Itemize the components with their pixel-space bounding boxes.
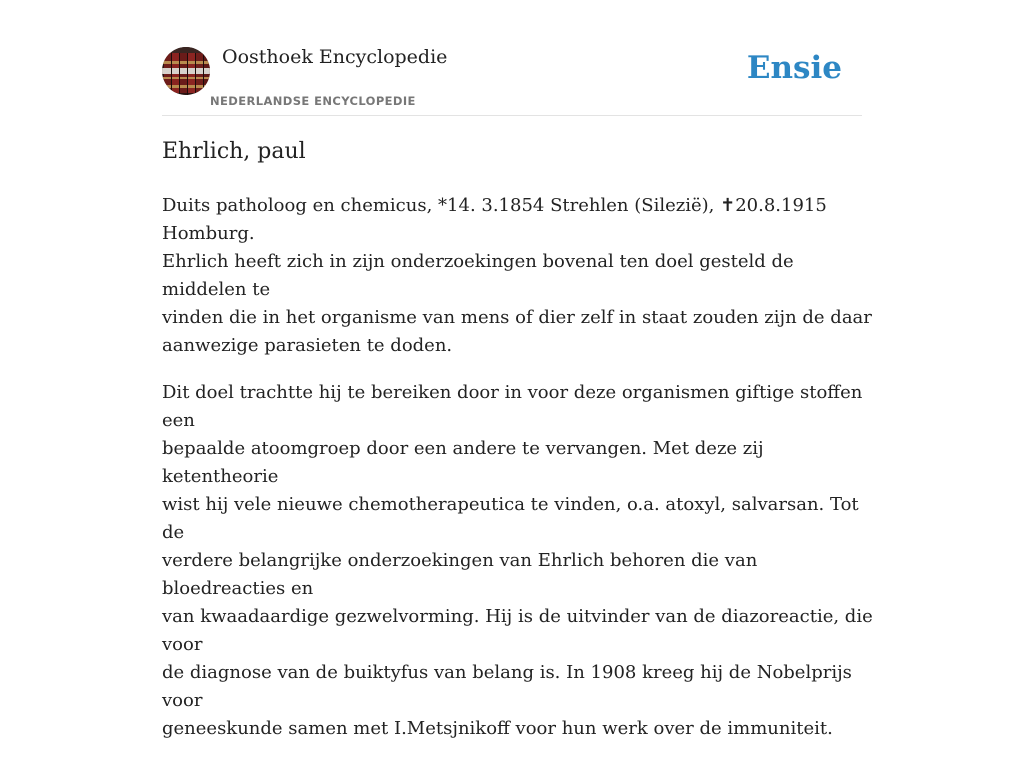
encyclopedia-books-icon[interactable] <box>162 47 210 95</box>
source-header <box>162 44 862 116</box>
entry-paragraph: Dit doel trachtte hij te bereiken door in voor deze organismen giftige stoffen een bepaalde atoomgroep door een andere te vervangen. Met deze zij ketentheorie wist hij vele nieuwe chemotherapeutica te vinden, o.a. atoxyl, salvarsan. Tot de verdere belangrijke onderzoekingen van Ehrlich behoren die van bloedreacties en van kwaadaardige gezwelvorming. Hij is de uitvinder van de diazoreactie, die voor de diagnose van de buiktyfus van belang is. In 1908 kreeg hij de Nobelprijs voor geneeskunde samen met I.Metsjnikoff voor hun werk over de immuniteit. <box>162 382 873 739</box>
entry-paragraph: Duits patholoog en chemicus, *14. 3.1854 Strehlen (Silezië), ✝20.8.1915 Homburg. Ehrlich heeft zich in zijn onderzoekingen bovenal ten doel gesteld de middelen te vinden die in het organisme van mens of dier zelf in staat zouden zijn de daar aanwezige parasieten te doden. <box>162 195 872 356</box>
ensie-logo-link[interactable]: Ensie <box>746 50 842 86</box>
entry-body <box>162 192 882 762</box>
source-title[interactable]: Oosthoek Encyclopedie <box>222 46 448 68</box>
entry-title: Ehrlich, paul <box>162 139 306 164</box>
source-subtitle: NEDERLANDSE ENCYCLOPEDIE <box>210 94 416 108</box>
